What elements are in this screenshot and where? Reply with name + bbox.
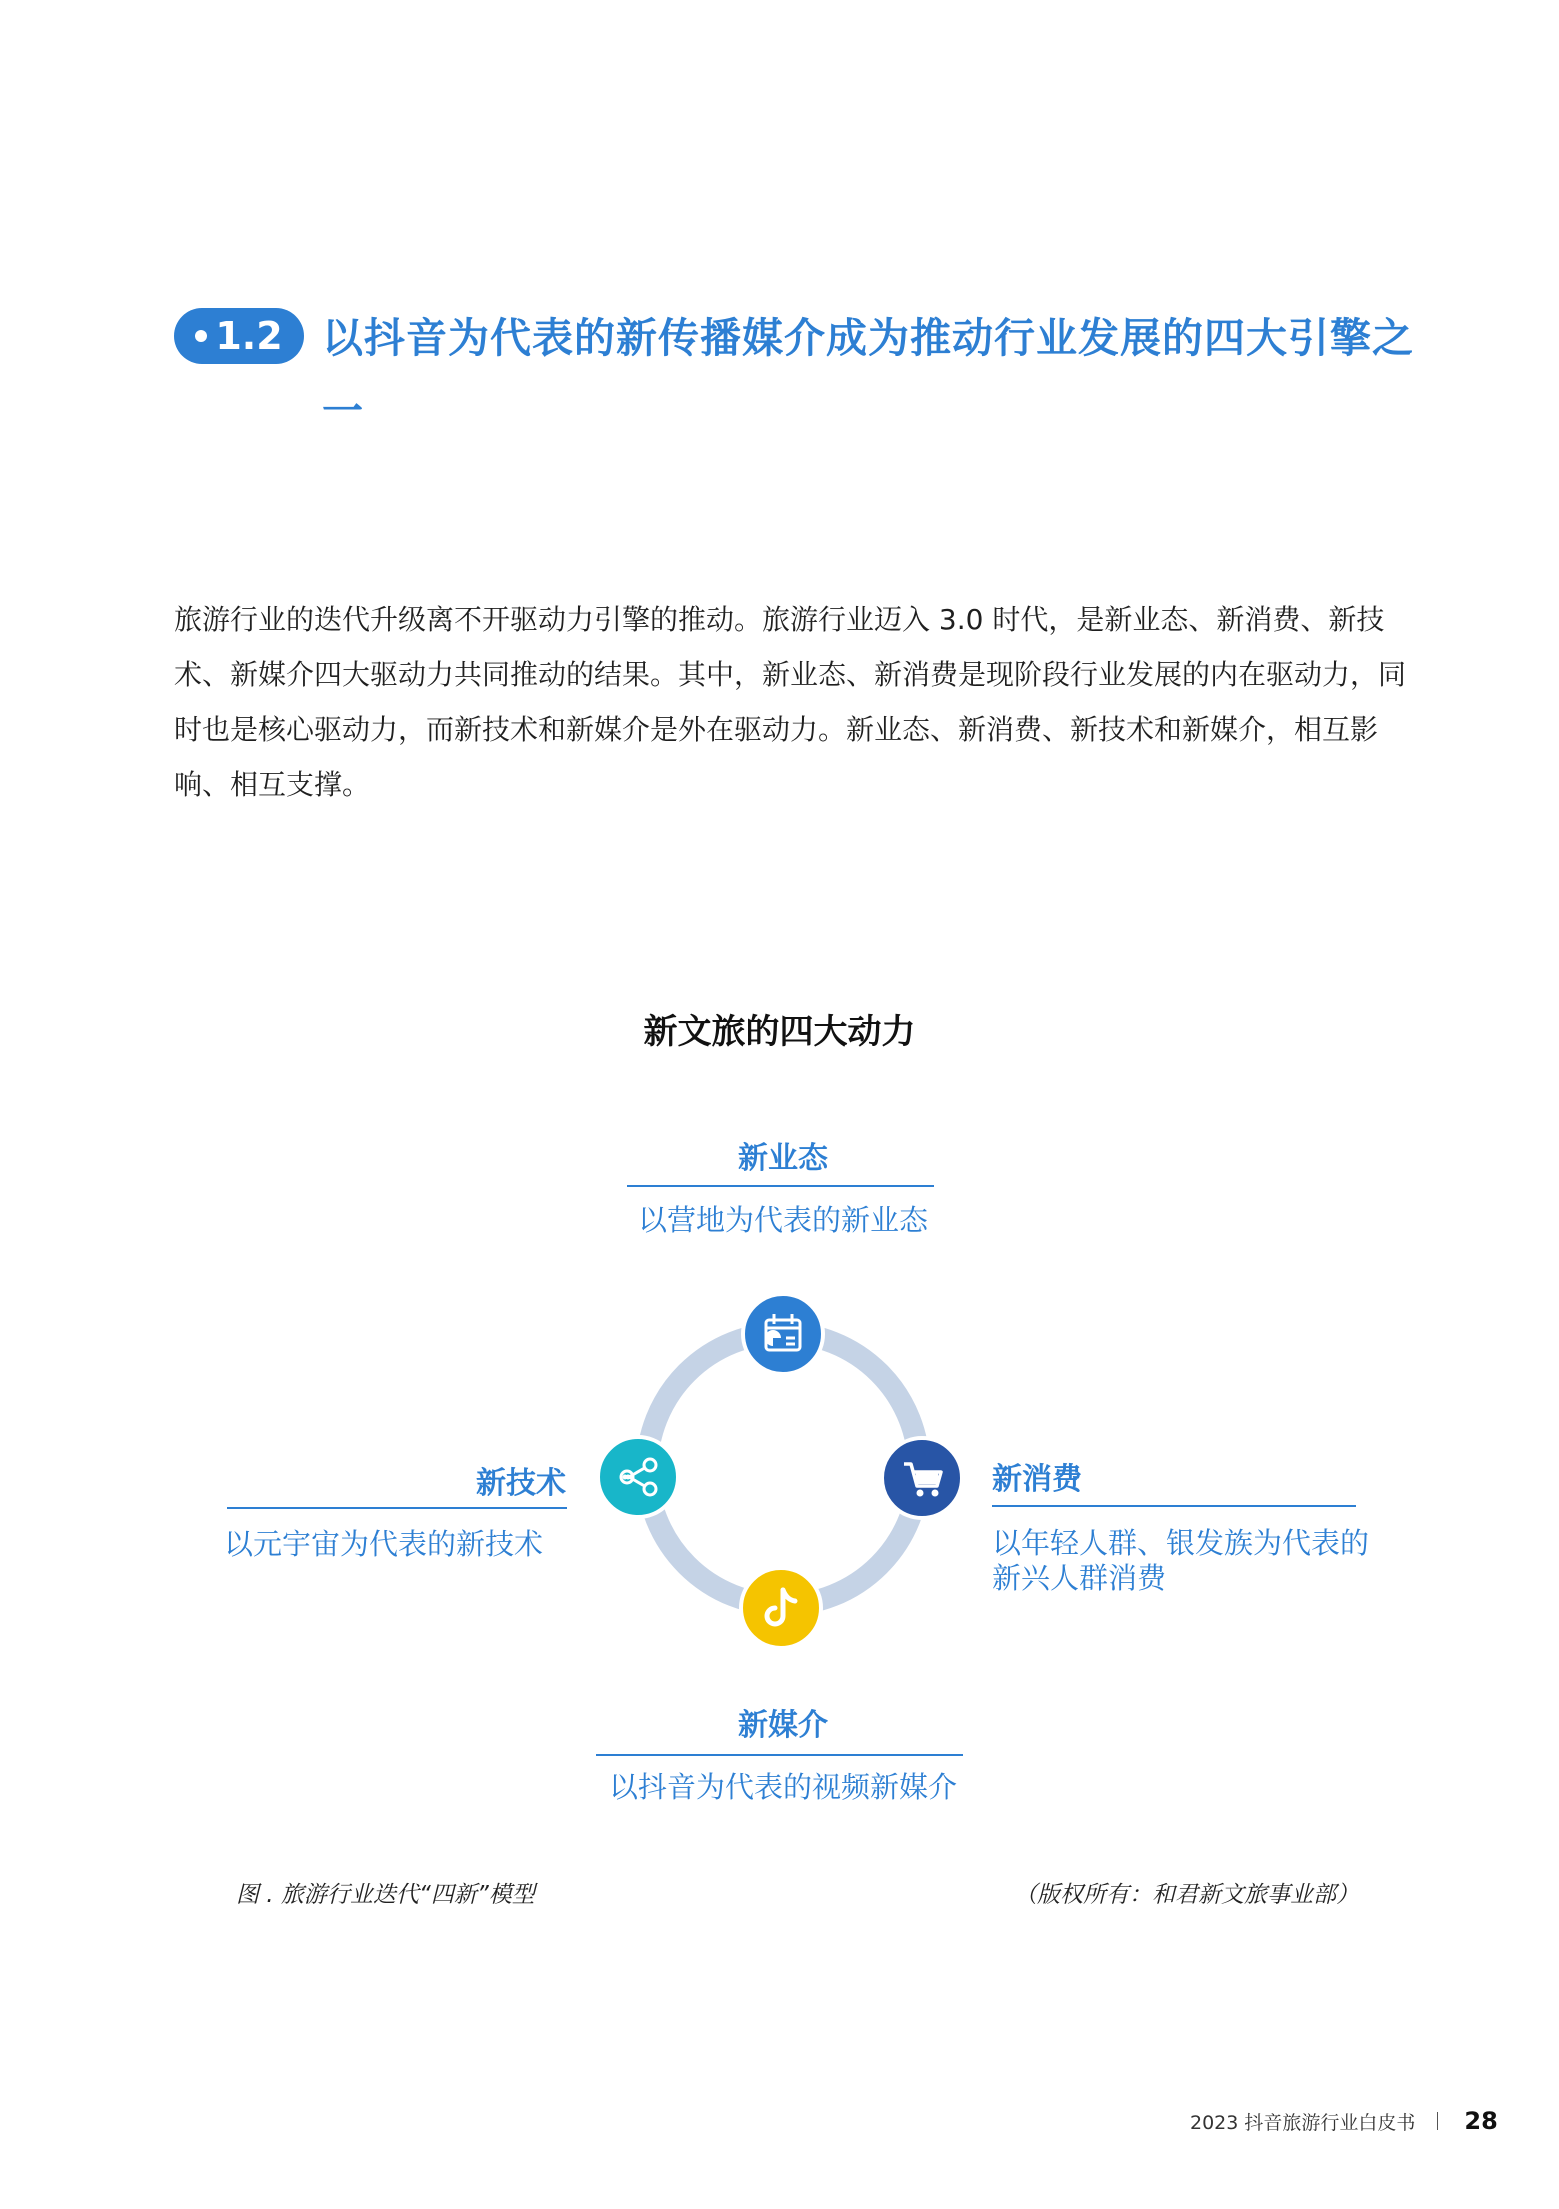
footer-doc-title: 2023 抖音旅游行业白皮书 xyxy=(1190,2111,1416,2134)
divider-bottom xyxy=(596,1754,963,1756)
page-footer xyxy=(1190,2107,1498,2135)
divider-top xyxy=(627,1185,934,1187)
node-left xyxy=(598,1437,678,1517)
copyright-note: （版权所有：和君新文旅事业部） xyxy=(1014,1882,1359,1908)
divider-left xyxy=(227,1507,567,1509)
label-new-business: 新业态 xyxy=(738,1141,828,1176)
label-new-consumption: 新消费 xyxy=(992,1462,1082,1497)
node-bottom xyxy=(741,1568,821,1648)
section-title: 以抖音为代表的新传播媒介成为推动行业发展的四大引擎之一 xyxy=(322,314,1414,435)
desc-new-business: 以营地为代表的新业态 xyxy=(637,1203,928,1237)
section-number: 1.2 xyxy=(215,314,283,358)
desc-new-media: 以抖音为代表的视频新媒介 xyxy=(608,1770,957,1804)
desc-new-consumption: 以年轻人群、银发族为代表的新兴人群消费 xyxy=(992,1526,1370,1595)
node-right xyxy=(882,1438,962,1518)
desc-new-tech: 以元宇宙为代表的新技术 xyxy=(224,1527,544,1561)
page-number: 28 xyxy=(1464,2107,1498,2135)
figure-caption: 图 . 旅游行业迭代“四新”模型 xyxy=(236,1882,535,1908)
label-new-tech: 新技术 xyxy=(476,1466,566,1501)
footer-separator xyxy=(1437,2112,1438,2130)
diagram-title: 新文旅的四大动力 xyxy=(643,1012,916,1052)
node-top xyxy=(743,1294,823,1374)
divider-right xyxy=(992,1505,1356,1507)
label-new-media: 新媒介 xyxy=(738,1708,828,1743)
body-paragraph: 旅游行业的迭代升级离不开驱动力引擎的推动。旅游行业迈入 3.0 时代，是新业态、新消费、新技术、新媒介四大驱动力共同推动的结果。其中，新业态、新消费是现阶段行业发展的内在驱动力，同时也是核心驱动力，而新技术和新媒介是外在驱动力。新业态、新消费、新技术和新媒介，相互影响、相互支撑。 xyxy=(174,603,1407,801)
